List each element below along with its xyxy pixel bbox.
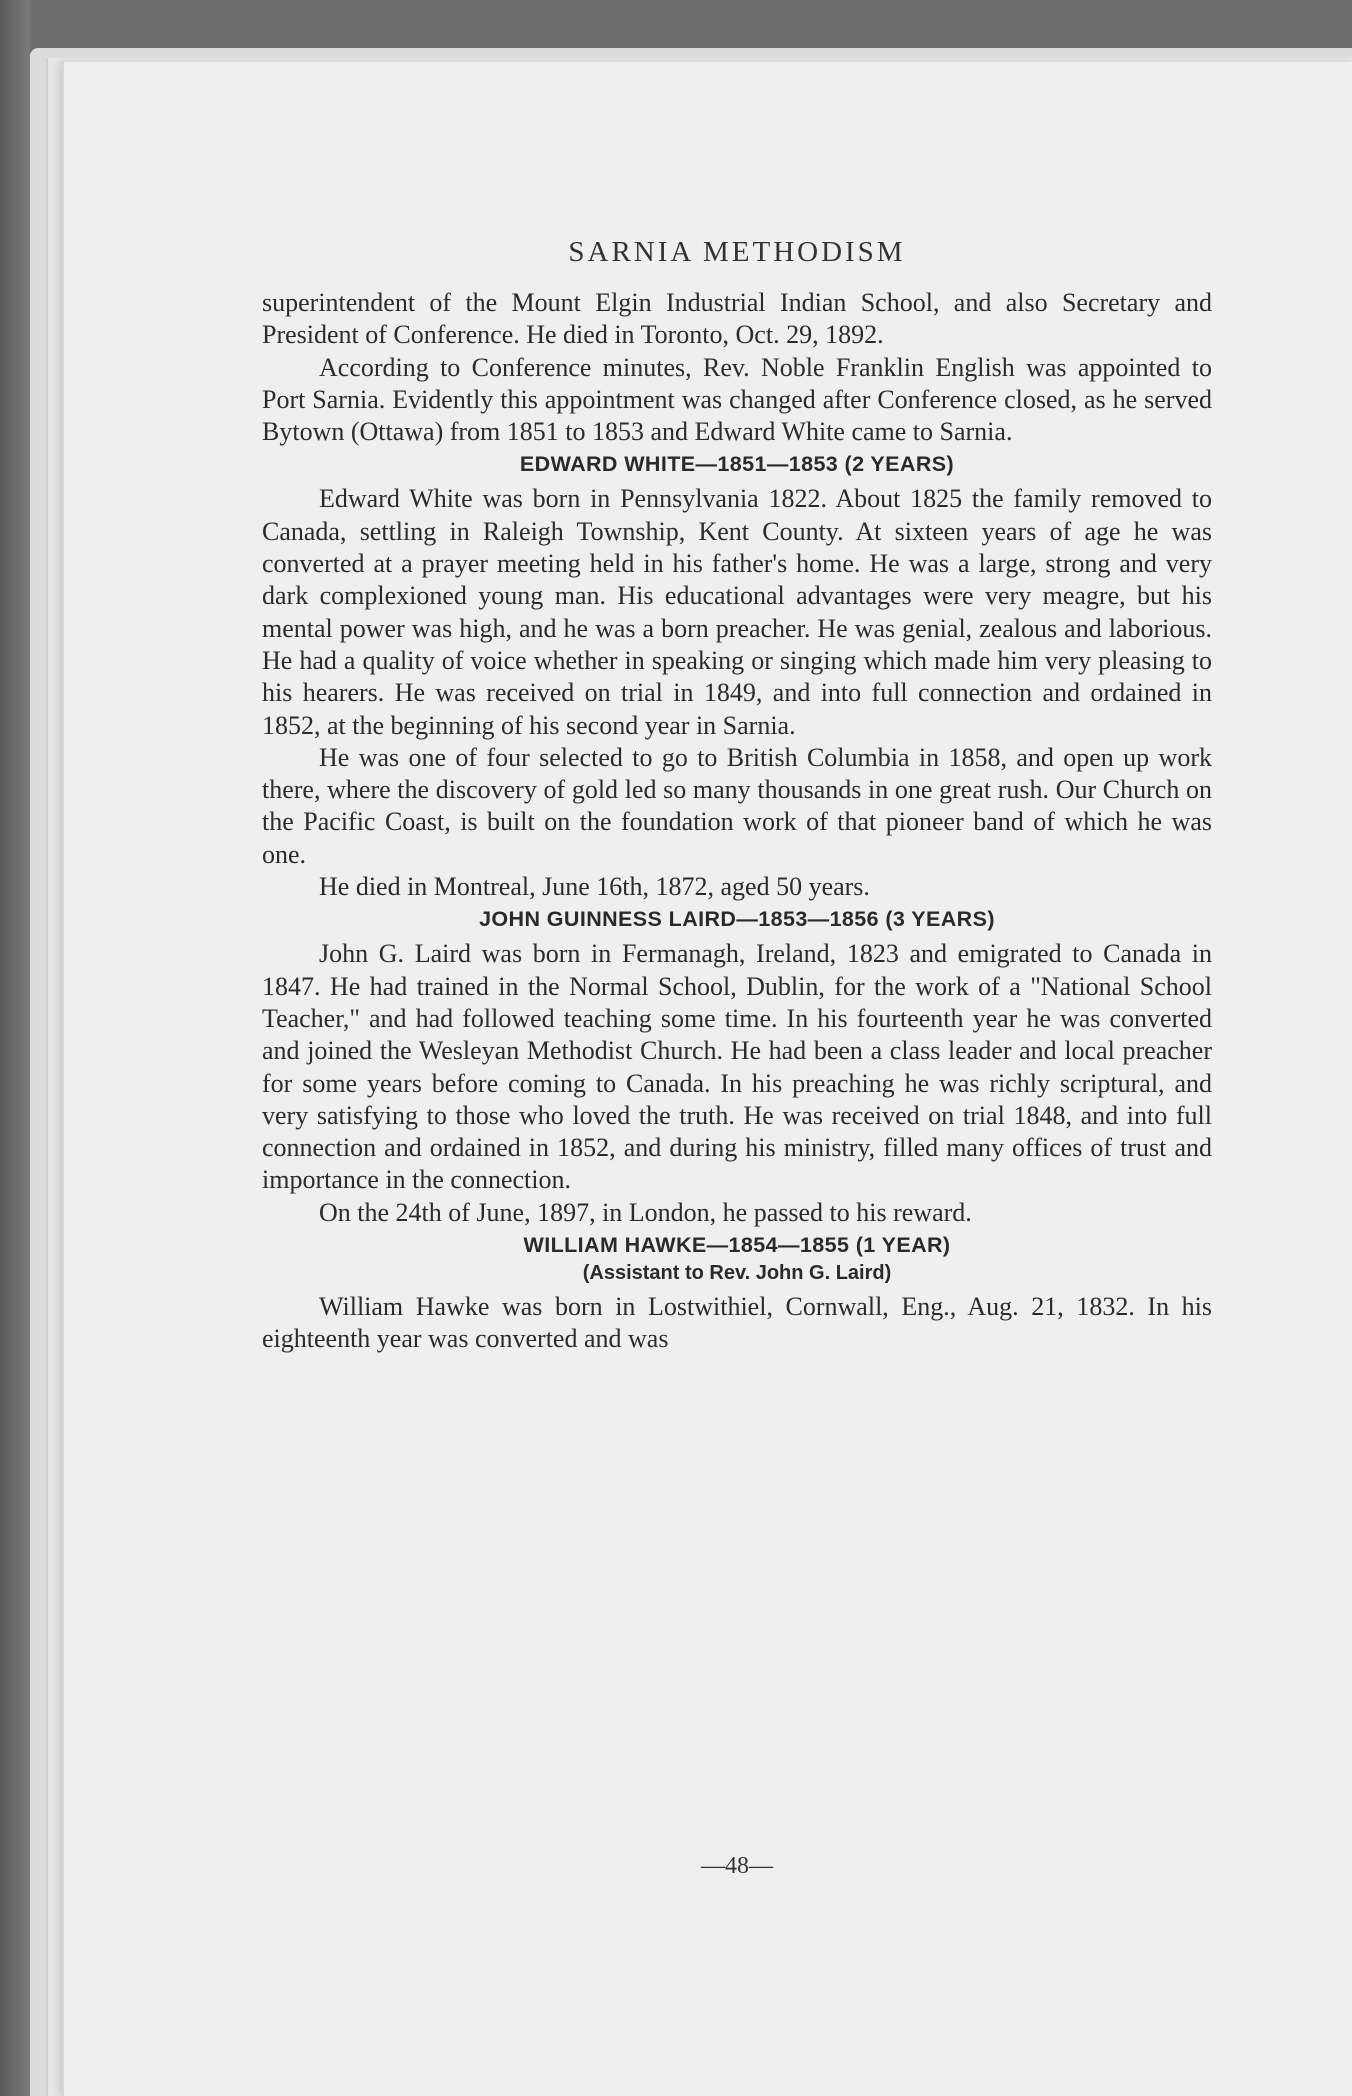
page-number: —48— xyxy=(701,1853,773,1879)
paragraph-white-biography: Edward White was born in Pennsylvania 1822. About 1825 the family removed to Canada, settling in Raleigh Township, Kent County. At sixteen years of age he was converted at a prayer meeting held in his father's home. He was a large, strong and very dark complexioned young man. His educational advantages were very meagre, but his mental power was high, and he was a born preacher. He was genial, zealous and laborious. He had a quality of voice whether in speaking or singing which made him very pleasing to his hearers. He was received on trial in 1849, and into full connection and ordained in 1852, at the beginning of his second year in Sarnia. xyxy=(262,484,1212,740)
paragraph-mount-elgin: superintendent of the Mount Elgin Industrial Indian School, and also Secretary and President of Conference. He died in Toronto, Oct. 29, 1892. xyxy=(262,288,1212,350)
heading-john-laird: JOHN GUINNESS LAIRD—1853—1856 (3 YEARS) xyxy=(479,907,995,932)
paragraph-white-british-columbia: He was one of four selected to go to British Columbia in 1858, and open up work there, where the discovery of gold led so many thousands in one great rush. Our Church on the Pacific Coast, is built on the foundation work of that pioneer band of which he was one. xyxy=(262,742,1212,869)
page-content xyxy=(262,236,1212,1356)
subheading-hawke-assistant: (Assistant to Rev. John G. Laird) xyxy=(582,1262,892,1285)
paragraph-laird-biography: John G. Laird was born in Fermanagh, Ireland, 1823 and emigrated to Canada in 1847. He had trained in the Normal School, Dublin, for the work of a "National School Teacher," and had followed teaching some time. In his fourteenth year he was converted and joined the Wesleyan Methodist Church. He had been a class leader and local preacher for some years before coming to Canada. In his preaching he was richly scriptural, and very satisfying to those who loved the truth. He was received on trial 1848, and into full connection and ordained in 1852, and during his ministry, filled many offices of trust and importance in the connection. xyxy=(262,939,1212,1195)
heading-edward-white: EDWARD WHITE—1851—1853 (2 YEARS) xyxy=(519,452,955,477)
heading-william-hawke: WILLIAM HAWKE—1854—1855 (1 YEAR) xyxy=(523,1233,951,1258)
paragraph-laird-death: On the 24th of June, 1897, in London, he passed to his reward. xyxy=(319,1197,972,1227)
paragraph-conference-minutes: According to Conference minutes, Rev. Noble Franklin English was appointed to Port Sarnia. Evidently this appointment was changed after Conference closed, as he served Bytown (Ottawa) from 1851 to 1853 and Edward White came to Sarnia. xyxy=(262,352,1212,447)
scanner-edge xyxy=(0,0,30,2096)
paragraph-white-death: He died in Montreal, June 16th, 1872, aged 50 years. xyxy=(319,872,870,902)
running-head: SARNIA METHODISM xyxy=(568,236,906,268)
paragraph-hawke-biography: William Hawke was born in Lostwithiel, Cornwall, Eng., Aug. 21, 1832. In his eighteenth year was converted and was xyxy=(262,1292,1212,1354)
